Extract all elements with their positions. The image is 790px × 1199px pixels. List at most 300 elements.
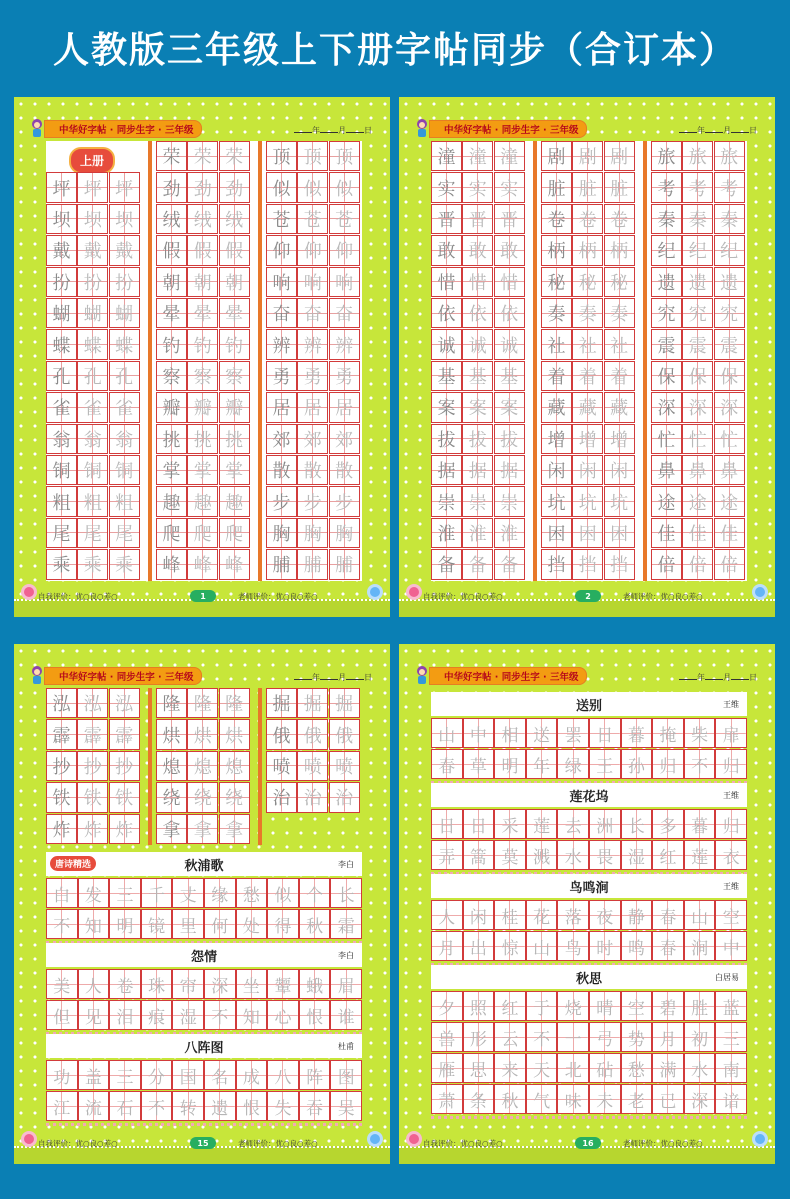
poem-practice-cell[interactable]: 王 <box>589 749 621 779</box>
practice-cell[interactable]: 途 <box>714 486 745 516</box>
practice-cell[interactable]: 掌 <box>219 455 250 485</box>
poem-practice-cell[interactable]: 日 <box>431 809 463 839</box>
practice-cell[interactable]: 坑 <box>541 486 572 516</box>
poem-practice-cell[interactable]: 美 <box>46 969 78 999</box>
practice-cell[interactable]: 粗 <box>77 486 108 516</box>
practice-cell[interactable]: 绒 <box>156 204 187 234</box>
practice-cell[interactable]: 散 <box>297 455 328 485</box>
poem-practice-cell[interactable]: 砧 <box>589 1053 621 1083</box>
practice-cell[interactable]: 扮 <box>46 267 77 297</box>
practice-cell[interactable]: 察 <box>187 361 218 391</box>
poem-practice-cell[interactable]: 何 <box>204 909 236 939</box>
practice-cell[interactable]: 霹 <box>46 719 77 749</box>
practice-cell[interactable]: 爬 <box>187 518 218 548</box>
practice-cell[interactable]: 潼 <box>494 141 525 171</box>
poem-practice-cell[interactable]: 月 <box>652 1022 684 1052</box>
practice-cell[interactable]: 烘 <box>187 719 218 749</box>
practice-cell[interactable]: 扮 <box>109 267 140 297</box>
practice-cell[interactable]: 朝 <box>219 267 250 297</box>
practice-cell[interactable]: 闲 <box>541 455 572 485</box>
poem-practice-cell[interactable]: 明 <box>494 749 526 779</box>
poem-practice-cell[interactable]: 气 <box>526 1084 558 1114</box>
practice-cell[interactable]: 奏 <box>541 298 572 328</box>
poem-practice-cell[interactable]: 归 <box>715 809 747 839</box>
practice-cell[interactable]: 奋 <box>329 298 360 328</box>
practice-cell[interactable]: 胸 <box>329 518 360 548</box>
poem-practice-cell[interactable]: 暮 <box>621 718 653 748</box>
practice-cell[interactable]: 绕 <box>219 782 250 812</box>
poem-practice-cell[interactable]: 畏 <box>589 840 621 870</box>
practice-cell[interactable]: 坑 <box>572 486 603 516</box>
practice-cell[interactable]: 旅 <box>651 141 682 171</box>
poem-practice-cell[interactable]: 不 <box>46 909 78 939</box>
poem-practice-cell[interactable]: 失 <box>267 1091 299 1121</box>
practice-cell[interactable]: 绒 <box>219 204 250 234</box>
practice-cell[interactable]: 翁 <box>77 424 108 454</box>
poem-practice-cell[interactable]: 颦 <box>267 969 299 999</box>
practice-cell[interactable]: 爬 <box>219 518 250 548</box>
practice-cell[interactable]: 藏 <box>604 392 635 422</box>
poem-practice-cell[interactable]: 谙 <box>715 1084 747 1114</box>
poem-practice-cell[interactable]: 图 <box>330 1060 362 1090</box>
poem-practice-cell[interactable]: 孙 <box>621 749 653 779</box>
poem-practice-cell[interactable]: 似 <box>267 878 299 908</box>
practice-cell[interactable]: 朝 <box>187 267 218 297</box>
poem-practice-cell[interactable]: 里 <box>172 909 204 939</box>
practice-cell[interactable]: 深 <box>714 392 745 422</box>
practice-cell[interactable]: 脯 <box>297 549 328 579</box>
practice-cell[interactable]: 倍 <box>682 549 713 579</box>
poem-practice-cell[interactable]: 三 <box>109 1060 141 1090</box>
practice-cell[interactable]: 炸 <box>77 814 108 844</box>
practice-cell[interactable]: 散 <box>329 455 360 485</box>
practice-cell[interactable]: 察 <box>156 361 187 391</box>
poem-practice-cell[interactable]: 成 <box>236 1060 268 1090</box>
practice-cell[interactable]: 案 <box>431 392 462 422</box>
poem-practice-cell[interactable]: 烧 <box>557 991 589 1021</box>
poem-practice-cell[interactable]: 人 <box>78 969 110 999</box>
practice-cell[interactable]: 铁 <box>109 782 140 812</box>
practice-cell[interactable]: 喷 <box>297 751 328 781</box>
practice-cell[interactable]: 假 <box>187 235 218 265</box>
practice-cell[interactable]: 瓣 <box>156 392 187 422</box>
practice-cell[interactable]: 坪 <box>109 172 140 202</box>
poem-practice-cell[interactable]: 时 <box>589 931 621 961</box>
poem-practice-cell[interactable]: 三 <box>715 1022 747 1052</box>
practice-cell[interactable]: 劲 <box>187 172 218 202</box>
practice-cell[interactable]: 卷 <box>572 204 603 234</box>
practice-cell[interactable]: 实 <box>494 172 525 202</box>
practice-cell[interactable]: 敢 <box>494 235 525 265</box>
practice-cell[interactable]: 荣 <box>187 141 218 171</box>
practice-cell[interactable]: 奏 <box>604 298 635 328</box>
practice-cell[interactable]: 考 <box>682 172 713 202</box>
poem-practice-cell[interactable]: 明 <box>109 909 141 939</box>
poem-practice-cell[interactable]: 掩 <box>652 718 684 748</box>
practice-cell[interactable]: 卷 <box>541 204 572 234</box>
poem-practice-cell[interactable]: 恨 <box>236 1091 268 1121</box>
practice-cell[interactable]: 粗 <box>46 486 77 516</box>
practice-cell[interactable]: 居 <box>297 392 328 422</box>
practice-cell[interactable]: 绒 <box>187 204 218 234</box>
practice-cell[interactable]: 保 <box>651 361 682 391</box>
practice-cell[interactable]: 治 <box>297 782 328 812</box>
poem-practice-cell[interactable]: 日 <box>463 809 495 839</box>
practice-cell[interactable]: 据 <box>462 455 493 485</box>
practice-cell[interactable]: 剧 <box>604 141 635 171</box>
poem-practice-cell[interactable]: 镜 <box>141 909 173 939</box>
practice-cell[interactable]: 剧 <box>541 141 572 171</box>
practice-cell[interactable]: 奏 <box>572 298 603 328</box>
practice-cell[interactable]: 坪 <box>77 172 108 202</box>
practice-cell[interactable]: 挡 <box>604 549 635 579</box>
poem-practice-cell[interactable]: 恨 <box>299 1000 331 1030</box>
poem-practice-cell[interactable]: 味 <box>557 1084 589 1114</box>
practice-cell[interactable]: 抄 <box>109 751 140 781</box>
poem-practice-cell[interactable]: 空 <box>715 900 747 930</box>
practice-cell[interactable]: 基 <box>494 361 525 391</box>
practice-cell[interactable]: 勇 <box>266 361 297 391</box>
practice-cell[interactable]: 郊 <box>266 424 297 454</box>
poem-practice-cell[interactable]: 痕 <box>141 1000 173 1030</box>
poem-practice-cell[interactable]: 草 <box>463 749 495 779</box>
practice-cell[interactable]: 备 <box>431 549 462 579</box>
poem-practice-cell[interactable]: 知 <box>236 1000 268 1030</box>
practice-cell[interactable]: 掘 <box>266 688 297 718</box>
poem-practice-cell[interactable]: 吴 <box>330 1091 362 1121</box>
practice-cell[interactable]: 晋 <box>462 204 493 234</box>
practice-cell[interactable]: 秘 <box>604 267 635 297</box>
poem-practice-cell[interactable]: 发 <box>78 878 110 908</box>
poem-practice-cell[interactable]: 八 <box>267 1060 299 1090</box>
practice-cell[interactable]: 晕 <box>219 298 250 328</box>
poem-practice-cell[interactable]: 山 <box>431 718 463 748</box>
poem-practice-cell[interactable]: 多 <box>652 809 684 839</box>
poem-practice-cell[interactable]: 春 <box>652 931 684 961</box>
practice-cell[interactable]: 峰 <box>187 549 218 579</box>
poem-practice-cell[interactable]: 长 <box>330 878 362 908</box>
practice-cell[interactable]: 淮 <box>494 518 525 548</box>
poem-practice-cell[interactable]: 条 <box>463 1084 495 1114</box>
practice-cell[interactable]: 惜 <box>494 267 525 297</box>
poem-practice-cell[interactable]: 遗 <box>204 1091 236 1121</box>
poem-practice-cell[interactable]: 初 <box>684 1022 716 1052</box>
practice-cell[interactable]: 峰 <box>156 549 187 579</box>
poem-practice-cell[interactable]: 阵 <box>299 1060 331 1090</box>
poem-practice-cell[interactable]: 处 <box>236 909 268 939</box>
practice-cell[interactable]: 挑 <box>219 424 250 454</box>
poem-practice-cell[interactable]: 去 <box>557 809 589 839</box>
practice-cell[interactable]: 困 <box>541 518 572 548</box>
practice-cell[interactable]: 诚 <box>494 329 525 359</box>
practice-cell[interactable]: 朝 <box>156 267 187 297</box>
practice-cell[interactable]: 铁 <box>46 782 77 812</box>
poem-practice-cell[interactable]: 莲 <box>526 809 558 839</box>
poem-practice-cell[interactable]: 一 <box>557 1022 589 1052</box>
practice-cell[interactable]: 脏 <box>541 172 572 202</box>
practice-cell[interactable]: 秦 <box>714 204 745 234</box>
poem-practice-cell[interactable]: 春 <box>652 900 684 930</box>
poem-practice-cell[interactable]: 卷 <box>109 969 141 999</box>
poem-practice-cell[interactable]: 见 <box>78 1000 110 1030</box>
practice-cell[interactable]: 勇 <box>329 361 360 391</box>
poem-practice-cell[interactable]: 秋 <box>494 1084 526 1114</box>
practice-cell[interactable]: 佳 <box>714 518 745 548</box>
practice-cell[interactable]: 秘 <box>572 267 603 297</box>
poem-practice-cell[interactable]: 水 <box>684 1053 716 1083</box>
practice-cell[interactable]: 柄 <box>572 235 603 265</box>
practice-cell[interactable]: 治 <box>266 782 297 812</box>
poem-practice-cell[interactable]: 未 <box>589 1084 621 1114</box>
practice-cell[interactable]: 郊 <box>297 424 328 454</box>
practice-cell[interactable]: 保 <box>682 361 713 391</box>
practice-cell[interactable]: 挑 <box>156 424 187 454</box>
practice-cell[interactable]: 晕 <box>187 298 218 328</box>
practice-cell[interactable]: 步 <box>297 486 328 516</box>
practice-cell[interactable]: 粗 <box>109 486 140 516</box>
practice-cell[interactable]: 铜 <box>109 455 140 485</box>
poem-practice-cell[interactable]: 来 <box>494 1053 526 1083</box>
practice-cell[interactable]: 忙 <box>682 424 713 454</box>
poem-practice-cell[interactable]: 蛾 <box>299 969 331 999</box>
practice-cell[interactable]: 秦 <box>651 204 682 234</box>
practice-cell[interactable]: 惜 <box>431 267 462 297</box>
practice-cell[interactable]: 深 <box>682 392 713 422</box>
practice-cell[interactable]: 铁 <box>77 782 108 812</box>
practice-cell[interactable]: 趣 <box>219 486 250 516</box>
poem-practice-cell[interactable]: 中 <box>715 931 747 961</box>
practice-cell[interactable]: 劲 <box>219 172 250 202</box>
poem-practice-cell[interactable]: 势 <box>621 1022 653 1052</box>
practice-cell[interactable]: 坝 <box>109 204 140 234</box>
practice-cell[interactable]: 挡 <box>572 549 603 579</box>
poem-practice-cell[interactable]: 天 <box>526 1053 558 1083</box>
practice-cell[interactable]: 奋 <box>297 298 328 328</box>
practice-cell[interactable]: 泓 <box>109 688 140 718</box>
practice-cell[interactable]: 敢 <box>431 235 462 265</box>
practice-cell[interactable]: 依 <box>431 298 462 328</box>
practice-cell[interactable]: 着 <box>572 361 603 391</box>
practice-cell[interactable]: 保 <box>714 361 745 391</box>
practice-cell[interactable]: 备 <box>462 549 493 579</box>
practice-cell[interactable]: 拔 <box>462 424 493 454</box>
practice-cell[interactable]: 倍 <box>651 549 682 579</box>
practice-cell[interactable]: 脏 <box>572 172 603 202</box>
poem-practice-cell[interactable]: 云 <box>494 1022 526 1052</box>
practice-cell[interactable]: 社 <box>604 329 635 359</box>
poem-practice-cell[interactable]: 转 <box>172 1091 204 1121</box>
poem-practice-cell[interactable]: 碧 <box>652 991 684 1021</box>
practice-cell[interactable]: 震 <box>714 329 745 359</box>
practice-cell[interactable]: 震 <box>651 329 682 359</box>
practice-cell[interactable]: 钓 <box>219 329 250 359</box>
practice-cell[interactable]: 步 <box>329 486 360 516</box>
practice-cell[interactable]: 震 <box>682 329 713 359</box>
practice-cell[interactable]: 坝 <box>77 204 108 234</box>
poem-practice-cell[interactable]: 眉 <box>330 969 362 999</box>
practice-cell[interactable]: 钓 <box>187 329 218 359</box>
practice-cell[interactable]: 备 <box>494 549 525 579</box>
practice-cell[interactable]: 散 <box>266 455 297 485</box>
poem-practice-cell[interactable]: 但 <box>46 1000 78 1030</box>
practice-cell[interactable]: 胸 <box>297 518 328 548</box>
poem-practice-cell[interactable]: 闲 <box>463 900 495 930</box>
practice-cell[interactable]: 脏 <box>604 172 635 202</box>
practice-cell[interactable]: 隆 <box>219 688 250 718</box>
poem-practice-cell[interactable]: 湿 <box>172 1000 204 1030</box>
poem-practice-cell[interactable]: 形 <box>463 1022 495 1052</box>
practice-cell[interactable]: 社 <box>572 329 603 359</box>
practice-cell[interactable]: 崇 <box>494 486 525 516</box>
practice-cell[interactable]: 翁 <box>109 424 140 454</box>
practice-cell[interactable]: 奋 <box>266 298 297 328</box>
practice-cell[interactable]: 增 <box>541 424 572 454</box>
poem-practice-cell[interactable]: 深 <box>204 969 236 999</box>
practice-cell[interactable]: 顶 <box>266 141 297 171</box>
poem-practice-cell[interactable]: 静 <box>621 900 653 930</box>
practice-cell[interactable]: 抄 <box>46 751 77 781</box>
practice-cell[interactable]: 晕 <box>156 298 187 328</box>
practice-cell[interactable]: 淮 <box>431 518 462 548</box>
poem-practice-cell[interactable]: 罢 <box>557 718 589 748</box>
practice-cell[interactable]: 假 <box>219 235 250 265</box>
practice-cell[interactable]: 钓 <box>156 329 187 359</box>
practice-cell[interactable]: 乘 <box>109 549 140 579</box>
practice-cell[interactable]: 晋 <box>494 204 525 234</box>
poem-practice-cell[interactable]: 夜 <box>589 900 621 930</box>
poem-practice-cell[interactable]: 坐 <box>236 969 268 999</box>
poem-practice-cell[interactable]: 白 <box>46 878 78 908</box>
practice-cell[interactable]: 劲 <box>156 172 187 202</box>
practice-cell[interactable]: 乘 <box>77 549 108 579</box>
poem-practice-cell[interactable]: 缘 <box>204 878 236 908</box>
practice-cell[interactable]: 拔 <box>494 424 525 454</box>
practice-cell[interactable]: 苍 <box>297 204 328 234</box>
practice-cell[interactable]: 淮 <box>462 518 493 548</box>
practice-cell[interactable]: 拿 <box>187 814 218 844</box>
poem-practice-cell[interactable]: 洲 <box>589 809 621 839</box>
practice-cell[interactable]: 崇 <box>462 486 493 516</box>
practice-cell[interactable]: 趣 <box>187 486 218 516</box>
poem-practice-cell[interactable]: 惊 <box>494 931 526 961</box>
practice-cell[interactable]: 蝶 <box>46 329 77 359</box>
poem-practice-cell[interactable]: 花 <box>526 900 558 930</box>
poem-practice-cell[interactable]: 长 <box>621 809 653 839</box>
practice-cell[interactable]: 戴 <box>77 235 108 265</box>
poem-practice-cell[interactable]: 盖 <box>78 1060 110 1090</box>
practice-cell[interactable]: 治 <box>329 782 360 812</box>
practice-cell[interactable]: 鼻 <box>682 455 713 485</box>
poem-practice-cell[interactable]: 流 <box>78 1091 110 1121</box>
practice-cell[interactable]: 秦 <box>682 204 713 234</box>
practice-cell[interactable]: 忙 <box>714 424 745 454</box>
practice-cell[interactable]: 熄 <box>156 751 187 781</box>
poem-practice-cell[interactable]: 山 <box>684 900 716 930</box>
practice-cell[interactable]: 脯 <box>329 549 360 579</box>
practice-cell[interactable]: 佳 <box>651 518 682 548</box>
poem-practice-cell[interactable]: 夕 <box>431 991 463 1021</box>
practice-cell[interactable]: 胸 <box>266 518 297 548</box>
practice-cell[interactable]: 趣 <box>156 486 187 516</box>
practice-cell[interactable]: 究 <box>682 298 713 328</box>
poem-practice-cell[interactable]: 鸣 <box>621 931 653 961</box>
poem-practice-cell[interactable]: 落 <box>557 900 589 930</box>
practice-cell[interactable]: 脯 <box>266 549 297 579</box>
poem-practice-cell[interactable]: 弄 <box>431 840 463 870</box>
poem-practice-cell[interactable]: 不 <box>684 749 716 779</box>
practice-cell[interactable]: 居 <box>266 392 297 422</box>
poem-practice-cell[interactable]: 绿 <box>557 749 589 779</box>
practice-cell[interactable]: 旅 <box>714 141 745 171</box>
poem-practice-cell[interactable]: 莫 <box>494 840 526 870</box>
practice-cell[interactable]: 案 <box>494 392 525 422</box>
poem-practice-cell[interactable]: 扉 <box>715 718 747 748</box>
practice-cell[interactable]: 潼 <box>431 141 462 171</box>
practice-cell[interactable]: 究 <box>714 298 745 328</box>
practice-cell[interactable]: 响 <box>297 267 328 297</box>
practice-cell[interactable]: 喷 <box>329 751 360 781</box>
poem-practice-cell[interactable]: 暮 <box>684 809 716 839</box>
practice-cell[interactable]: 居 <box>329 392 360 422</box>
poem-practice-cell[interactable]: 知 <box>78 909 110 939</box>
poem-practice-cell[interactable]: 柴 <box>684 718 716 748</box>
practice-cell[interactable]: 俄 <box>297 719 328 749</box>
poem-practice-cell[interactable]: 采 <box>494 809 526 839</box>
poem-practice-cell[interactable]: 红 <box>652 840 684 870</box>
poem-practice-cell[interactable]: 归 <box>652 749 684 779</box>
practice-cell[interactable]: 掘 <box>297 688 328 718</box>
practice-cell[interactable]: 据 <box>494 455 525 485</box>
poem-practice-cell[interactable]: 江 <box>46 1091 78 1121</box>
practice-cell[interactable]: 雀 <box>109 392 140 422</box>
practice-cell[interactable]: 荣 <box>219 141 250 171</box>
practice-cell[interactable]: 泓 <box>77 688 108 718</box>
practice-cell[interactable]: 抄 <box>77 751 108 781</box>
practice-cell[interactable]: 泓 <box>46 688 77 718</box>
practice-cell[interactable]: 孔 <box>77 361 108 391</box>
poem-practice-cell[interactable]: 不 <box>141 1091 173 1121</box>
poem-practice-cell[interactable]: 霜 <box>330 909 362 939</box>
poem-practice-cell[interactable]: 国 <box>172 1060 204 1090</box>
practice-cell[interactable]: 瓣 <box>187 392 218 422</box>
practice-cell[interactable]: 挑 <box>187 424 218 454</box>
poem-practice-cell[interactable]: 珠 <box>141 969 173 999</box>
poem-practice-cell[interactable]: 春 <box>431 749 463 779</box>
practice-cell[interactable]: 忙 <box>651 424 682 454</box>
practice-cell[interactable]: 潼 <box>462 141 493 171</box>
practice-cell[interactable]: 烘 <box>219 719 250 749</box>
poem-practice-cell[interactable]: 分 <box>141 1060 173 1090</box>
poem-practice-cell[interactable]: 帘 <box>172 969 204 999</box>
practice-cell[interactable]: 瓣 <box>219 392 250 422</box>
practice-cell[interactable]: 仰 <box>266 235 297 265</box>
poem-practice-cell[interactable]: 弓 <box>589 1022 621 1052</box>
practice-cell[interactable]: 戴 <box>46 235 77 265</box>
poem-practice-cell[interactable]: 不 <box>204 1000 236 1030</box>
practice-cell[interactable]: 增 <box>604 424 635 454</box>
poem-practice-cell[interactable]: 鸟 <box>557 931 589 961</box>
practice-cell[interactable]: 柄 <box>541 235 572 265</box>
practice-cell[interactable]: 绕 <box>187 782 218 812</box>
practice-cell[interactable]: 社 <box>541 329 572 359</box>
practice-cell[interactable]: 铜 <box>77 455 108 485</box>
poem-practice-cell[interactable]: 功 <box>46 1060 78 1090</box>
practice-cell[interactable]: 雀 <box>77 392 108 422</box>
practice-cell[interactable]: 扮 <box>77 267 108 297</box>
practice-cell[interactable]: 拿 <box>156 814 187 844</box>
practice-cell[interactable]: 依 <box>462 298 493 328</box>
poem-practice-cell[interactable]: 红 <box>494 991 526 1021</box>
